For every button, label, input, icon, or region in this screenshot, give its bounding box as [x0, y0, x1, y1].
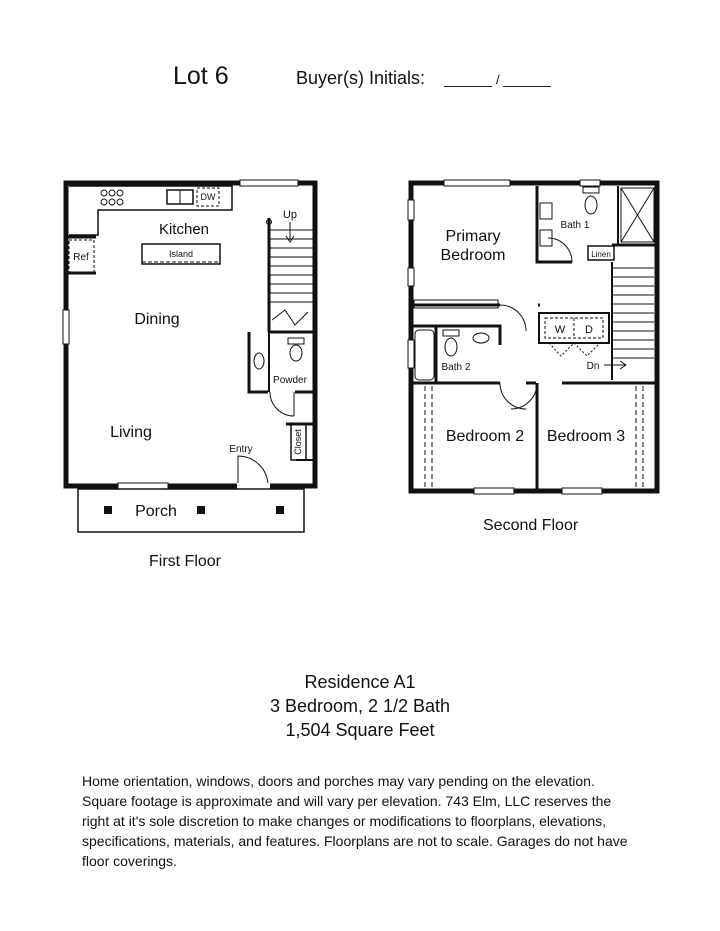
buyer-initials-label: Buyer(s) Initials: [296, 68, 426, 88]
toilet-icon [445, 338, 457, 356]
bedroom-3-label: Bedroom 3 [546, 428, 626, 445]
powder-label: Powder [273, 375, 307, 386]
primary-bedroom-label-line1: Primary [445, 228, 501, 245]
second-floor-stairs [604, 245, 657, 380]
bedroom-2-label: Bedroom 2 [445, 428, 525, 445]
living-label: Living [110, 424, 152, 441]
initials-separator: / [496, 72, 500, 87]
first-floor-stairs [267, 218, 316, 332]
bath-1-label: Bath 1 [560, 220, 590, 231]
lot-number-title: Lot 6 [173, 62, 229, 90]
residence-name: Residence A1 [304, 672, 416, 692]
toilet-icon [290, 345, 302, 361]
residence-info [0, 670, 720, 742]
dryer-label: D [585, 324, 593, 336]
refrigerator-label: Ref [73, 252, 89, 263]
dining-label: Dining [134, 311, 180, 328]
first-floor-plan [63, 180, 315, 532]
residence-sqft: 1,504 Square Feet [285, 720, 435, 740]
stairs-up-label: Up [282, 209, 298, 221]
linen-label: Linen [591, 250, 611, 259]
laundry-closet [539, 313, 609, 356]
kitchen-label: Kitchen [158, 221, 210, 238]
entry-label: Entry [229, 444, 253, 455]
residence-beds-baths: 3 Bedroom, 2 1/2 Bath [269, 696, 451, 716]
entry-door [238, 456, 268, 486]
closet-label: Closet [293, 429, 303, 455]
powder-room [249, 332, 315, 416]
dishwasher-label: DW [200, 192, 216, 202]
bath-1 [540, 186, 654, 260]
primary-bedroom-label-line2: Bedroom [440, 247, 506, 264]
washer-label: W [554, 324, 566, 336]
first-floor-caption: First Floor [149, 553, 221, 570]
bath-2 [411, 326, 500, 382]
porch-label: Porch [135, 503, 177, 520]
disclaimer-text: Home orientation, windows, doors and porches may vary pending on the elevation. Square footage is approximate and will vary per elevation. 743 Elm, LLC reserves the right at it's sole discretion to make changes or modifications to floorplans, elevations, specifications, materials, and features. Floorplans are not to scale. Garages do not have floor coverings. [82, 773, 628, 869]
second-floor-plan [408, 180, 657, 494]
second-floor-caption: Second Floor [483, 517, 579, 534]
stove-icon [101, 190, 123, 205]
bathtub-icon [415, 330, 434, 380]
island-label: Island [168, 249, 194, 259]
toilet-icon [585, 196, 597, 214]
bath-2-label: Bath 2 [441, 362, 471, 373]
stairs-down-label: Dn [586, 361, 600, 372]
